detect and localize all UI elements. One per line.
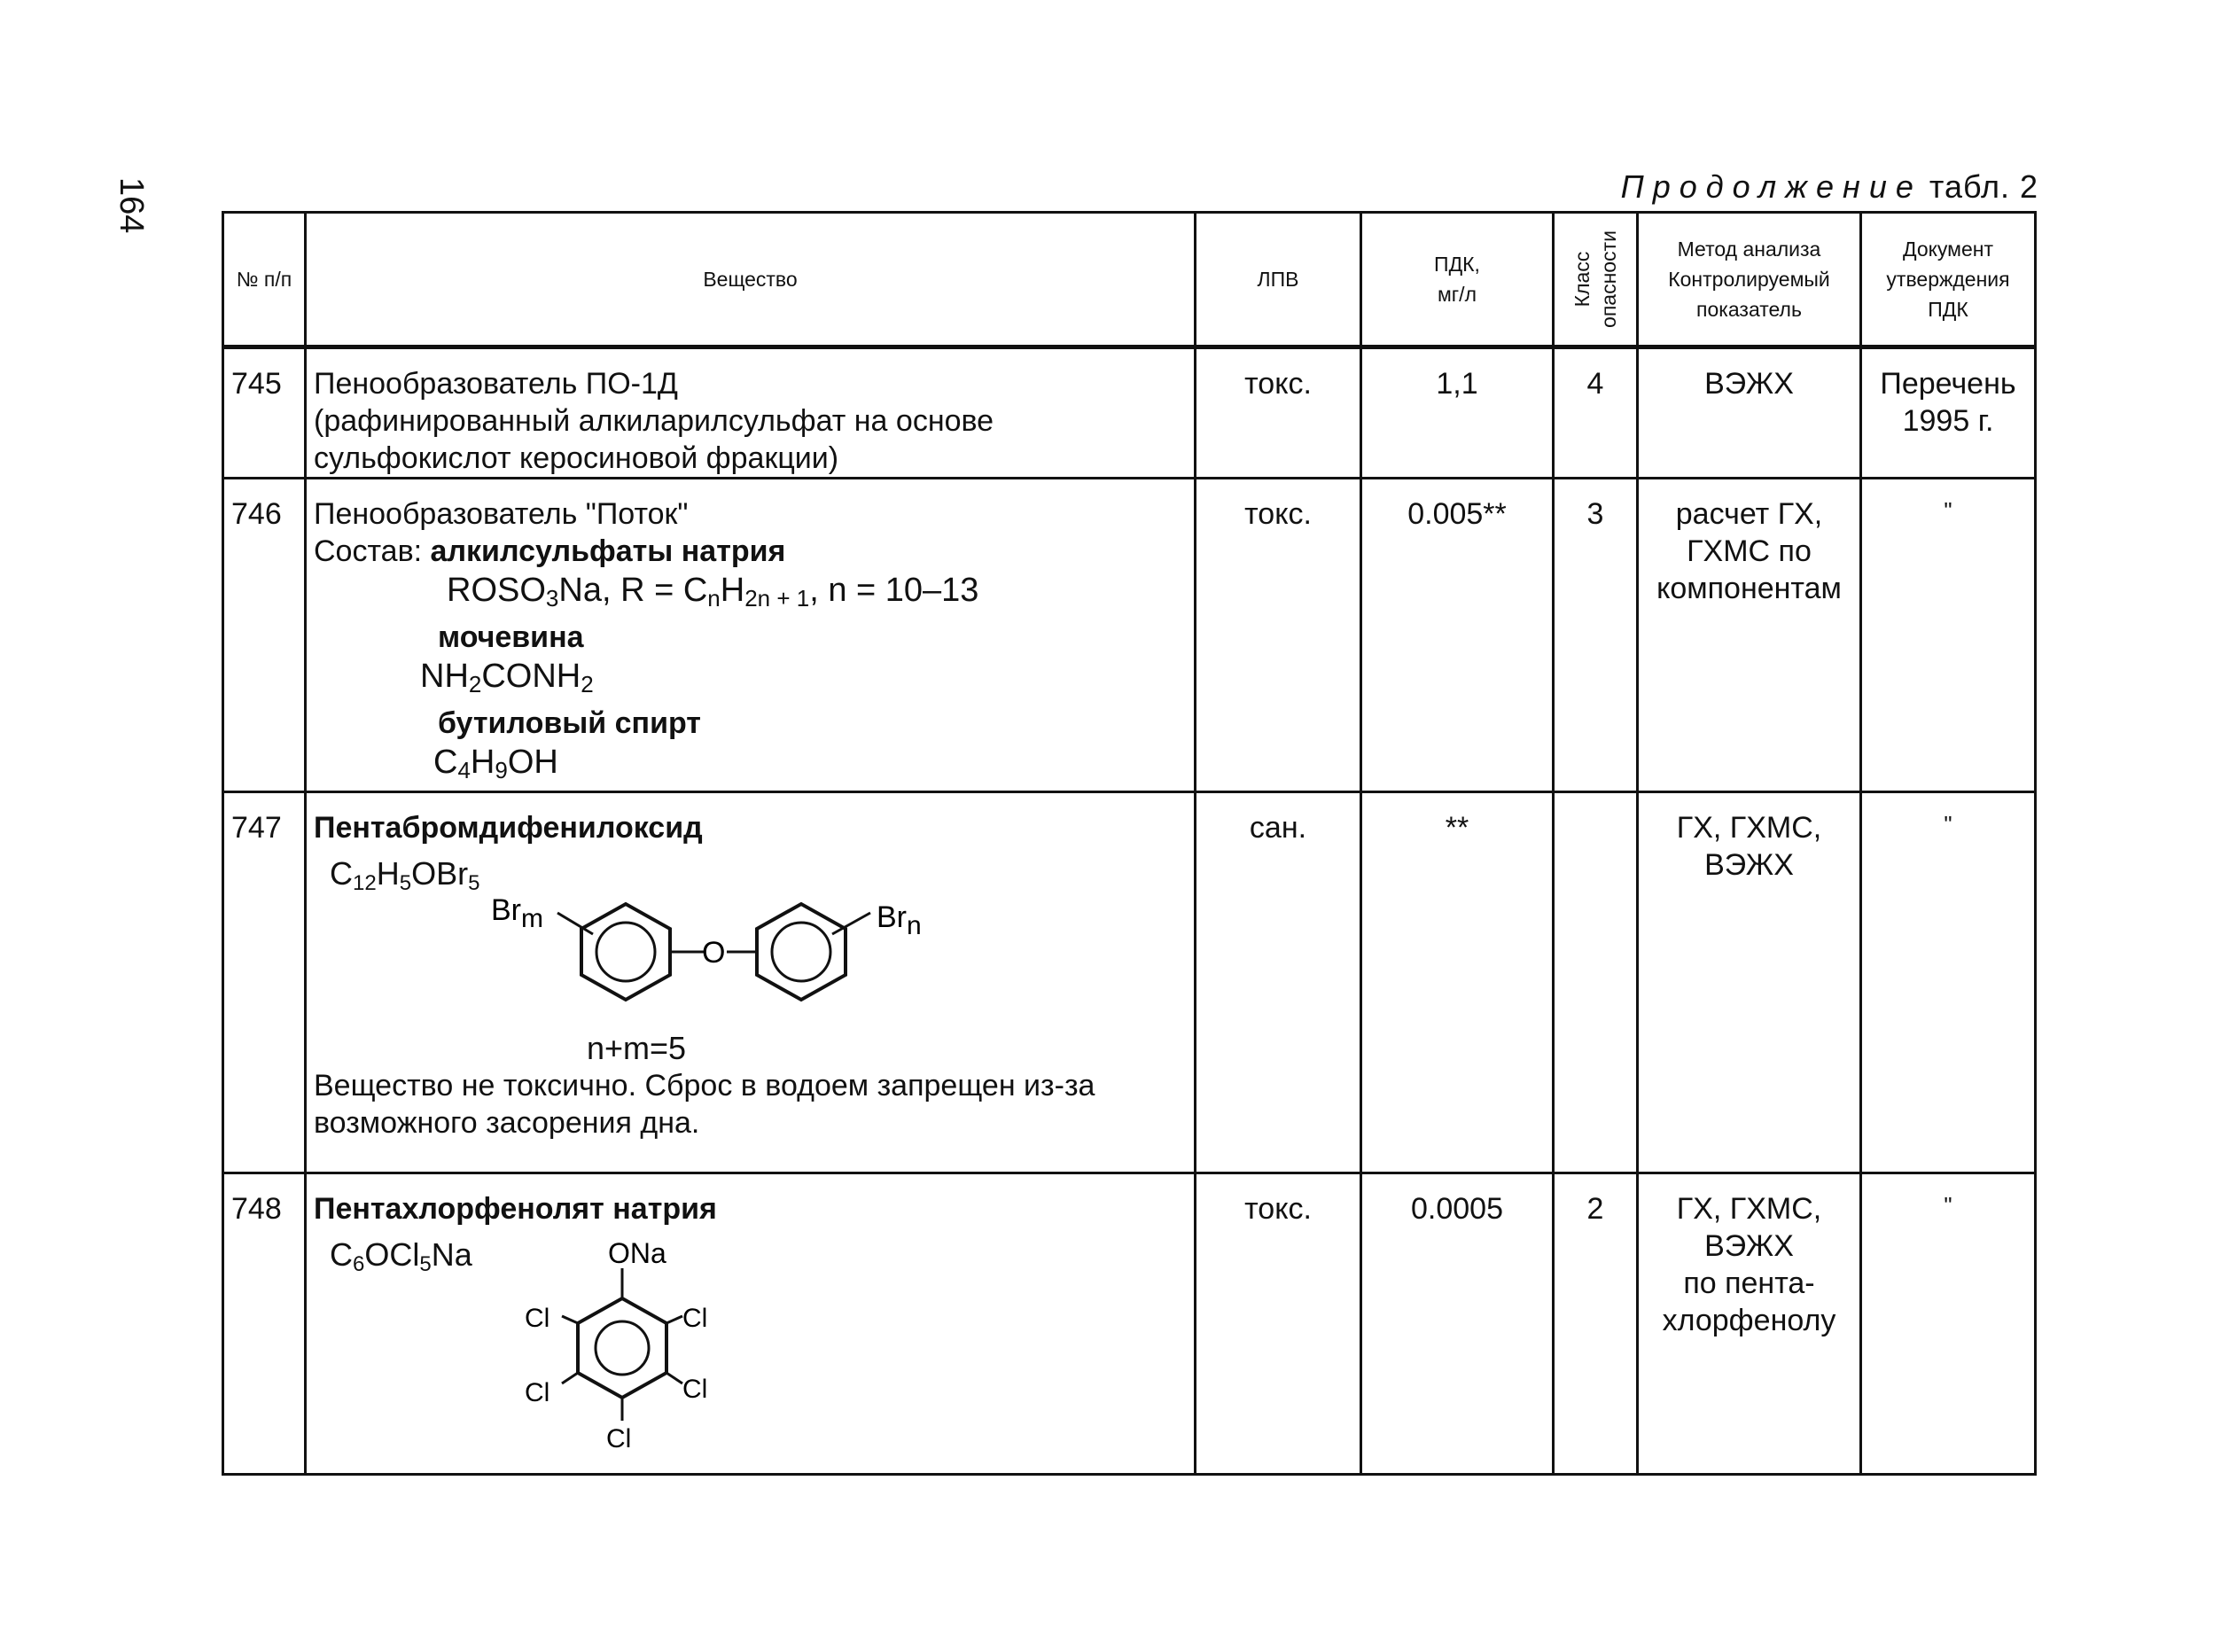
document-line2: 1995 г. bbox=[1902, 404, 1994, 438]
table-row bbox=[223, 1173, 2036, 1475]
substances-table bbox=[222, 211, 2037, 1476]
pdk-cell: 0.005** bbox=[1361, 479, 1554, 792]
table-row bbox=[223, 347, 2036, 479]
bromine-n-label: Brn bbox=[877, 900, 922, 940]
header-method-line3: показатель bbox=[1696, 298, 1802, 321]
row-num: 745 bbox=[223, 347, 306, 479]
method-line1: ГХ, ГХМС, bbox=[1676, 811, 1822, 845]
header-pdk-line2: мг/л bbox=[1437, 283, 1477, 306]
method-line3: по пента- bbox=[1683, 1266, 1815, 1300]
pdk-cell: 1,1 bbox=[1361, 347, 1554, 479]
table-caption bbox=[1329, 168, 2038, 206]
substance-cell bbox=[306, 347, 1196, 479]
oxygen-label: O bbox=[702, 936, 726, 970]
component-urea: мочевина bbox=[438, 620, 584, 654]
header-pdk-line1: ПДК, bbox=[1434, 253, 1480, 276]
substance-name: Пентабромдифенилоксид bbox=[314, 811, 703, 845]
formula-pbde: $C_{12}H_5OBr_5$ bbox=[330, 855, 480, 895]
chlorine-label: Cl bbox=[606, 1424, 632, 1449]
substance-cell bbox=[306, 1173, 1196, 1475]
document-cell: " bbox=[1861, 792, 2036, 1173]
caption-table-ref: табл. 2 bbox=[1929, 168, 2038, 205]
table-row bbox=[223, 792, 2036, 1173]
chlorine-label: Cl bbox=[682, 1375, 708, 1404]
chlorine-label: Cl bbox=[682, 1304, 708, 1333]
nm-relation: n+m=5 bbox=[587, 1030, 687, 1066]
method-line3: компонентам bbox=[1656, 572, 1842, 605]
header-doc-line3: ПДК bbox=[1928, 298, 1968, 321]
header-doc-line1: Документ bbox=[1902, 238, 1994, 261]
chlorine-label: Cl bbox=[525, 1304, 550, 1333]
component-alkylsulfates: алкилсульфаты натрия bbox=[430, 534, 786, 568]
substance-name: Пенообразователь "Поток" bbox=[314, 497, 689, 531]
method-line2: ГХМС по bbox=[1687, 534, 1812, 568]
pcp-structure-area bbox=[314, 1227, 1194, 1449]
document-cell: " bbox=[1861, 479, 2036, 792]
hazard-cell: 4 bbox=[1554, 347, 1638, 479]
substance-cell bbox=[306, 792, 1196, 1173]
substance-cell bbox=[306, 479, 1196, 792]
lpv-cell: токс. bbox=[1196, 347, 1361, 479]
method-cell bbox=[1638, 792, 1861, 1173]
formula-pcp: $C_6OCl_5Na$ bbox=[330, 1236, 472, 1276]
header-method-line2: Контролируемый bbox=[1668, 268, 1830, 291]
method-line1: расчет ГХ, bbox=[1675, 497, 1823, 531]
header-lpv: ЛПВ bbox=[1196, 213, 1361, 347]
header-hazard-line1: Класс bbox=[1570, 251, 1594, 308]
document-line1: Перечень bbox=[1880, 367, 2016, 401]
substance-note-line1: Вещество не токсично. Сброс в водоем запрещен из-за bbox=[314, 1069, 1095, 1103]
bromine-m-label: Brm bbox=[491, 893, 543, 933]
substance-desc-line1: (рафинированный алкиларилсульфат на основе bbox=[314, 404, 994, 438]
chlorine-label: Cl bbox=[525, 1378, 550, 1407]
ona-label: ONa bbox=[608, 1237, 666, 1269]
pdk-cell: ** bbox=[1361, 792, 1554, 1173]
document-cell bbox=[1861, 347, 2036, 479]
composition-label: Состав: bbox=[314, 534, 423, 568]
header-num: № п/п bbox=[223, 213, 306, 347]
caption-continuation: Продолжение bbox=[1620, 168, 1922, 205]
header-document bbox=[1861, 213, 2036, 347]
row-num: 746 bbox=[223, 479, 306, 792]
method-line2: ВЭЖХ bbox=[1704, 1229, 1794, 1263]
substance-desc-line2: сульфокислот керосиновой фракции) bbox=[314, 441, 839, 475]
method-cell bbox=[1638, 479, 1861, 792]
pentachlorophenolate-structure bbox=[518, 1227, 783, 1449]
formula-butanol: $C_4H_9OH$ bbox=[433, 744, 558, 783]
header-substance: Вещество bbox=[306, 213, 1196, 347]
header-method bbox=[1638, 213, 1861, 347]
header-row bbox=[223, 213, 2036, 347]
table-row bbox=[223, 479, 2036, 792]
header-doc-line2: утверждения bbox=[1886, 268, 2010, 291]
substance-name: Пентахлорфенолят натрия bbox=[314, 1192, 717, 1226]
header-hazard-line2: опасности bbox=[1597, 230, 1620, 328]
lpv-cell: сан. bbox=[1196, 792, 1361, 1173]
composition-line bbox=[314, 533, 1194, 570]
substance-note-line2: возможного засорения дна. bbox=[314, 1106, 700, 1140]
lpv-cell: токс. bbox=[1196, 479, 1361, 792]
formula-alkylsulfate: $ROSO_3Na$, $R = C_nH_{2n + 1}$, n = 10–13 bbox=[447, 572, 979, 612]
header-pdk bbox=[1361, 213, 1554, 347]
row-num: 747 bbox=[223, 792, 306, 1173]
hazard-cell: 2 bbox=[1554, 1173, 1638, 1475]
method-cell: ВЭЖХ bbox=[1638, 347, 1861, 479]
method-line4: хлорфенолу bbox=[1662, 1304, 1836, 1337]
component-butanol: бутиловый спирт bbox=[438, 706, 701, 740]
method-cell bbox=[1638, 1173, 1861, 1475]
hazard-cell bbox=[1554, 792, 1638, 1173]
diphenyl-ether-structure bbox=[447, 876, 1120, 1009]
hazard-cell: 3 bbox=[1554, 479, 1638, 792]
lpv-cell: токс. bbox=[1196, 1173, 1361, 1475]
document-cell: " bbox=[1861, 1173, 2036, 1475]
formula-urea: $NH_2CONH_2$ bbox=[420, 658, 594, 697]
page-number: 164 bbox=[113, 177, 150, 234]
row-num: 748 bbox=[223, 1173, 306, 1475]
method-line2: ВЭЖХ bbox=[1704, 848, 1794, 882]
pdk-cell: 0.0005 bbox=[1361, 1173, 1554, 1475]
substance-name: Пенообразователь ПО-1Д bbox=[314, 367, 678, 401]
header-hazard-class bbox=[1554, 213, 1638, 347]
header-method-line1: Метод анализа bbox=[1677, 238, 1821, 261]
method-line1: ГХ, ГХМС, bbox=[1676, 1192, 1822, 1226]
